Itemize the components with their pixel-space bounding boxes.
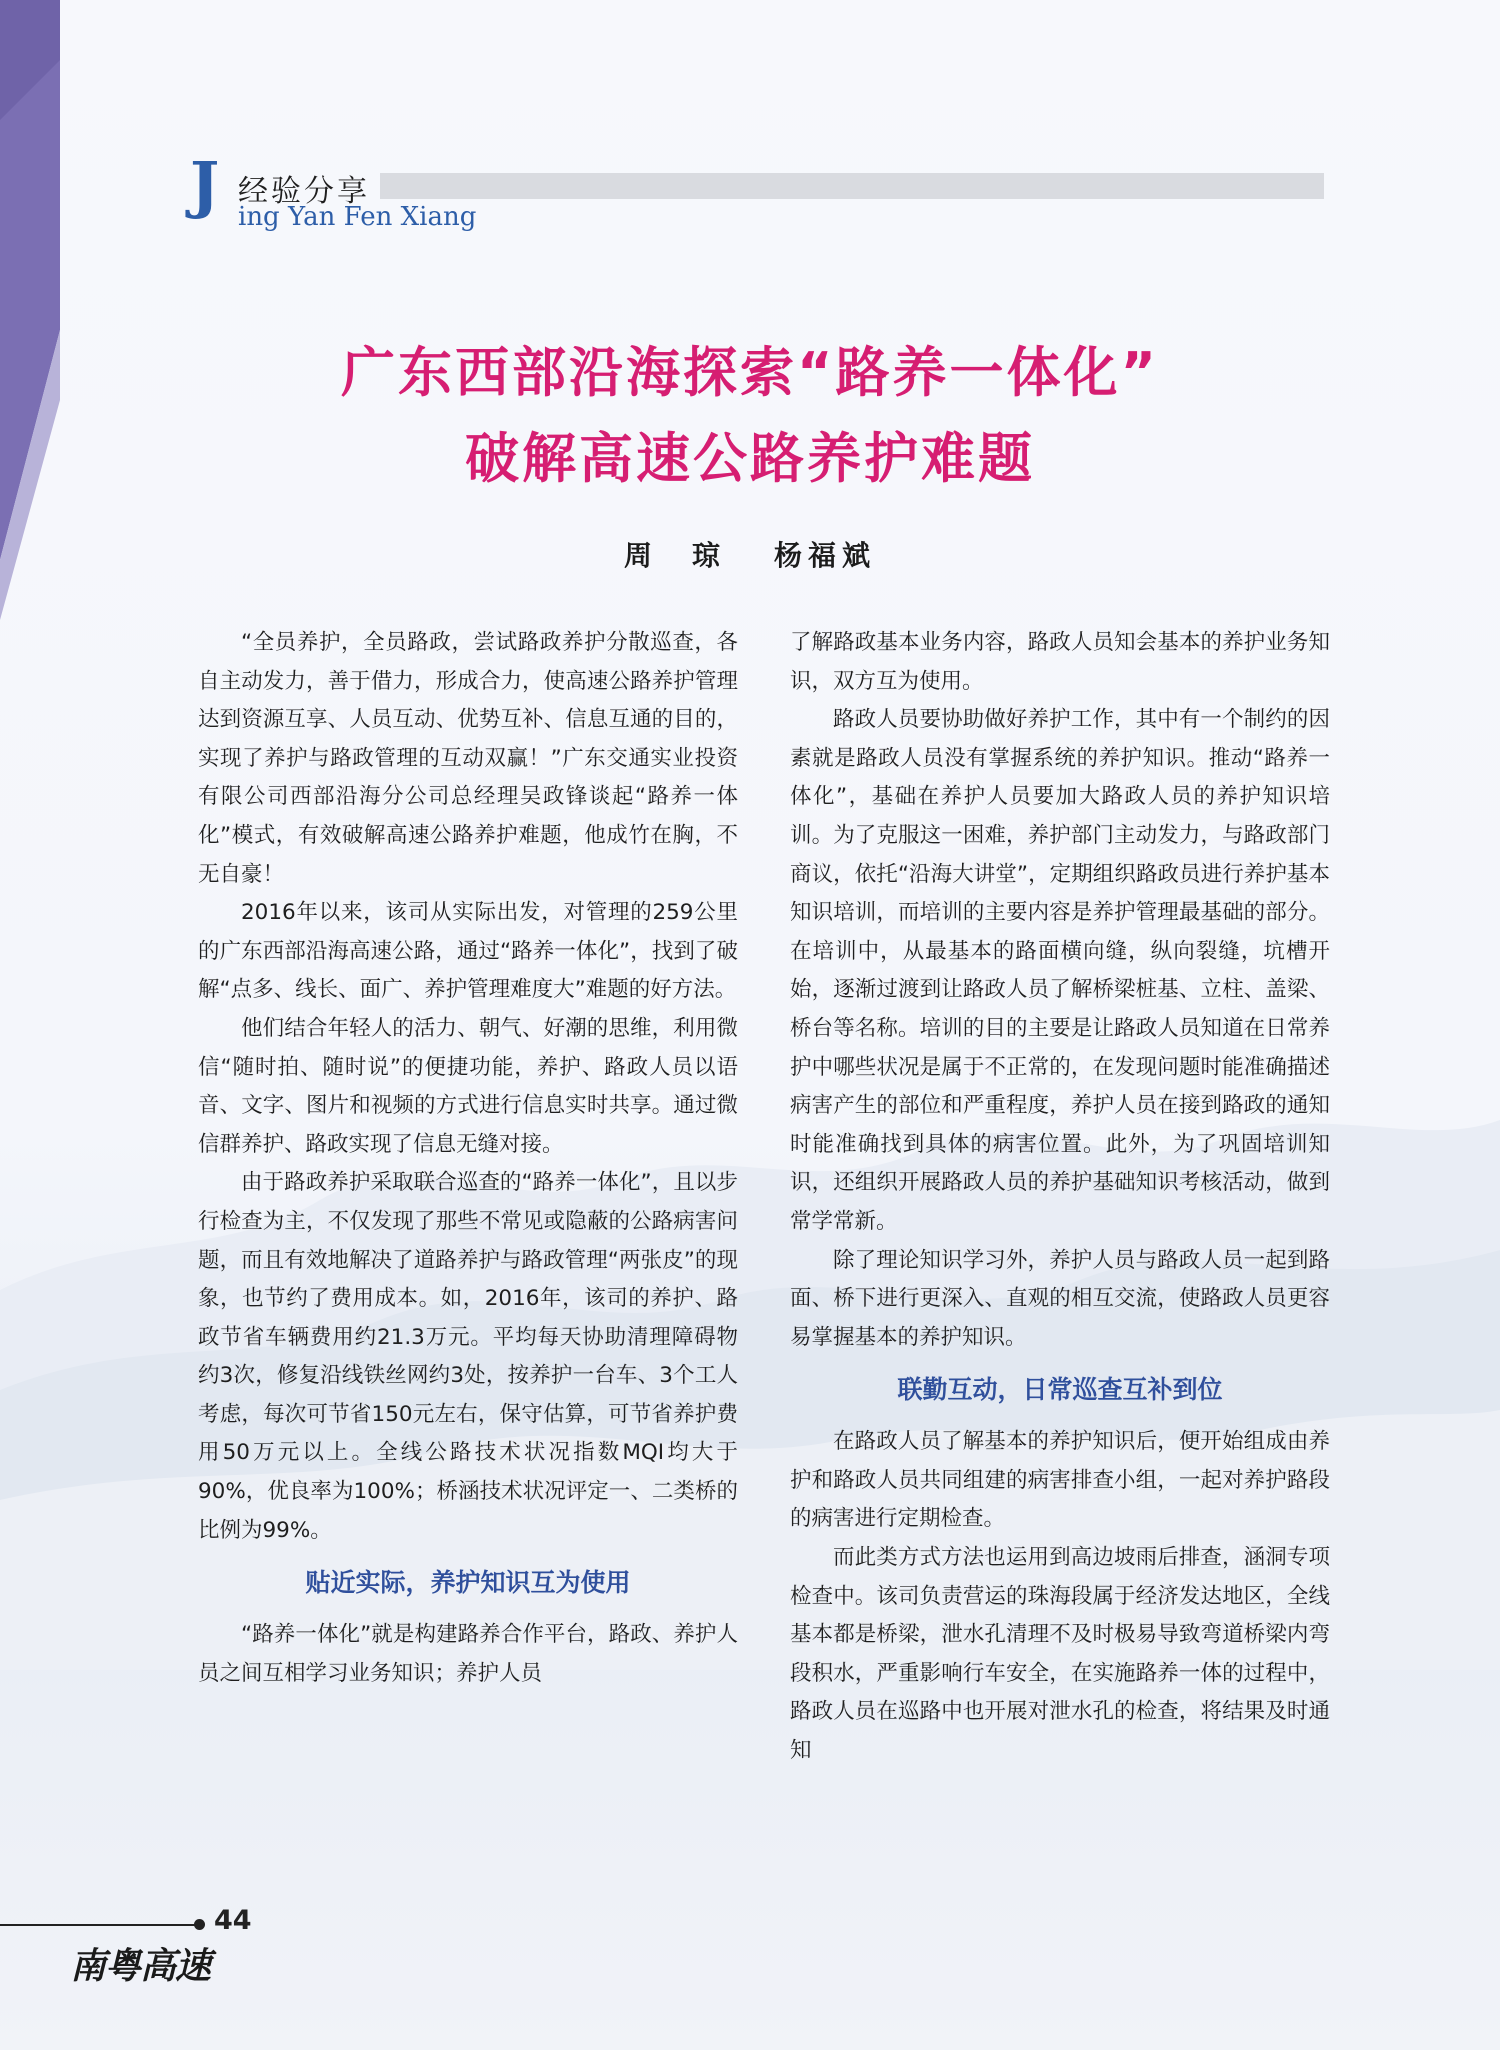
body-paragraph: 他们结合年轻人的活力、朝气、好潮的思维，利用微信“随时拍、随时说”的便捷功能，养护、路政人员以语音、文字、图片和视频的方式进行信息实时共享。通过微信群养护、路政实现了信息无缝对接。 <box>198 1015 738 1157</box>
section-subheading: 联勤互动，日常巡查互补到位 <box>897 1375 1223 1405</box>
body-paragraph: 除了理论知识学习外，养护人员与路政人员一起到路面、桥下进行更深入、直观的相互交流，使路政人员更容易掌握基本的养护知识。 <box>790 1247 1330 1350</box>
page-number: 44 <box>214 1905 252 1936</box>
section-subheading: 贴近实际，养护知识互为使用 <box>305 1568 631 1598</box>
body-paragraph: 路政人员要协助做好养护工作，其中有一个制约的因素就是路政人员没有掌握系统的养护知识。推动“路养一体化”，基础在养护人员要加大路政人员的养护知识培训。为了克服这一困难，养护部门主动发力，与路政部门商议，依托“沿海大讲堂”，定期组织路政员进行养护基本知识培训，而培训的主要内容是养护管理最基础的部分。在培训中，从最基本的路面横向缝，纵向裂缝，坑槽开始，逐渐过渡到让路政人员了解桥梁桩基、立柱、盖梁、桥台等名称。培训的目的主要是让路政人员知道在日常养护中哪些状况是属于不正常的，在发现问题时能准确描述病害产生的部位和严重程度，养护人员在接到路政的通知时能准确找到具体的病害位置。此外，为了巩固培训知识，还组织开展路政人员的养护基础知识考核活动，做到常学常新。 <box>790 707 1330 1234</box>
section-label: 经验分享 <box>238 174 370 209</box>
body-paragraph: 由于路政养护采取联合巡查的“路养一体化”，且以步行检查为主，不仅发现了那些不常见或隐蔽的公路病害问题，而且有效地解决了道路养护与路政管理“两张皮”的现象，也节约了费用成本。如，2016年，该司的养护、路政节省车辆费用约21.3万元。平均每天协助清理障碍物约3次，修复沿线铁丝网约3处，按养护一台车、3个工人考虑，每次可节省150元左右，保守估算，可节省养护费用50万元以上。全线公路技术状况指数MQI均大于90%，优良率为100%；桥涵技术状况评定一、二类桥的比例为99%。 <box>198 1170 738 1543</box>
body-paragraph: 而此类方式方法也运用到高边坡雨后排查，涵洞专项检查中。该司负责营运的珠海段属于经济发达地区，全线基本都是桥梁，泄水孔清理不及时极易导致弯道桥梁内弯段积水，严重影响行车安全，在实施路养一体的过程中，路政人员在巡路中也开展对泄水孔的检查，将结果及时通知 <box>790 1545 1330 1764</box>
author-name: 周 琼 <box>623 539 726 572</box>
authors <box>0 534 1500 574</box>
body-paragraph: “全员养护，全员路政，尝试路政养护分散巡查，各自主动发力，善于借力，形成合力，使高速公路养护管理达到资源互享、人员互动、优势互补、信息互通的目的，实现了养护与路政管理的互动双赢！”广东交通实业投资有限公司西部沿海分公司总经理吴政锋谈起“路养一体化”模式，有效破解高速公路养护难题，他成竹在胸，不无自豪！ <box>198 630 738 887</box>
footer-rule <box>0 1924 198 1926</box>
article-title-line1: 广东西部沿海探索“路养一体化” <box>341 341 1159 404</box>
left-column <box>198 624 738 1693</box>
section-header-bar <box>380 173 1324 199</box>
body-paragraph: “路养一体化”就是构建路养合作平台，路政、养护人员之间互相学习业务知识；养护人员 <box>198 1622 738 1686</box>
section-label-pinyin: ing Yan Fen Xiang <box>238 202 477 232</box>
section-initial: J <box>190 148 220 221</box>
author-name: 杨福斌 <box>774 539 877 572</box>
footer-dot <box>194 1919 205 1930</box>
section-header <box>190 148 1325 250</box>
left-decorative-band <box>0 0 60 620</box>
body-paragraph: 了解路政基本业务内容，路政人员知会基本的养护业务知识，双方互为使用。 <box>790 630 1330 694</box>
body-paragraph: 2016年以来，该司从实际出发，对管理的259公里的广东西部沿海高速公路，通过“路养一体化”，找到了破解“点多、线长、面广、养护管理难度大”难题的好方法。 <box>198 900 738 1003</box>
body-paragraph: 在路政人员了解基本的养护知识后，便开始组成由养护和路政人员共同组建的病害排查小组，一起对养护路段的病害进行定期检查。 <box>790 1429 1330 1532</box>
right-column <box>790 624 1330 1771</box>
magazine-logo: 南粤高速 <box>70 1945 211 1987</box>
article-title-line2: 破解高速公路养护难题 <box>465 427 1035 490</box>
